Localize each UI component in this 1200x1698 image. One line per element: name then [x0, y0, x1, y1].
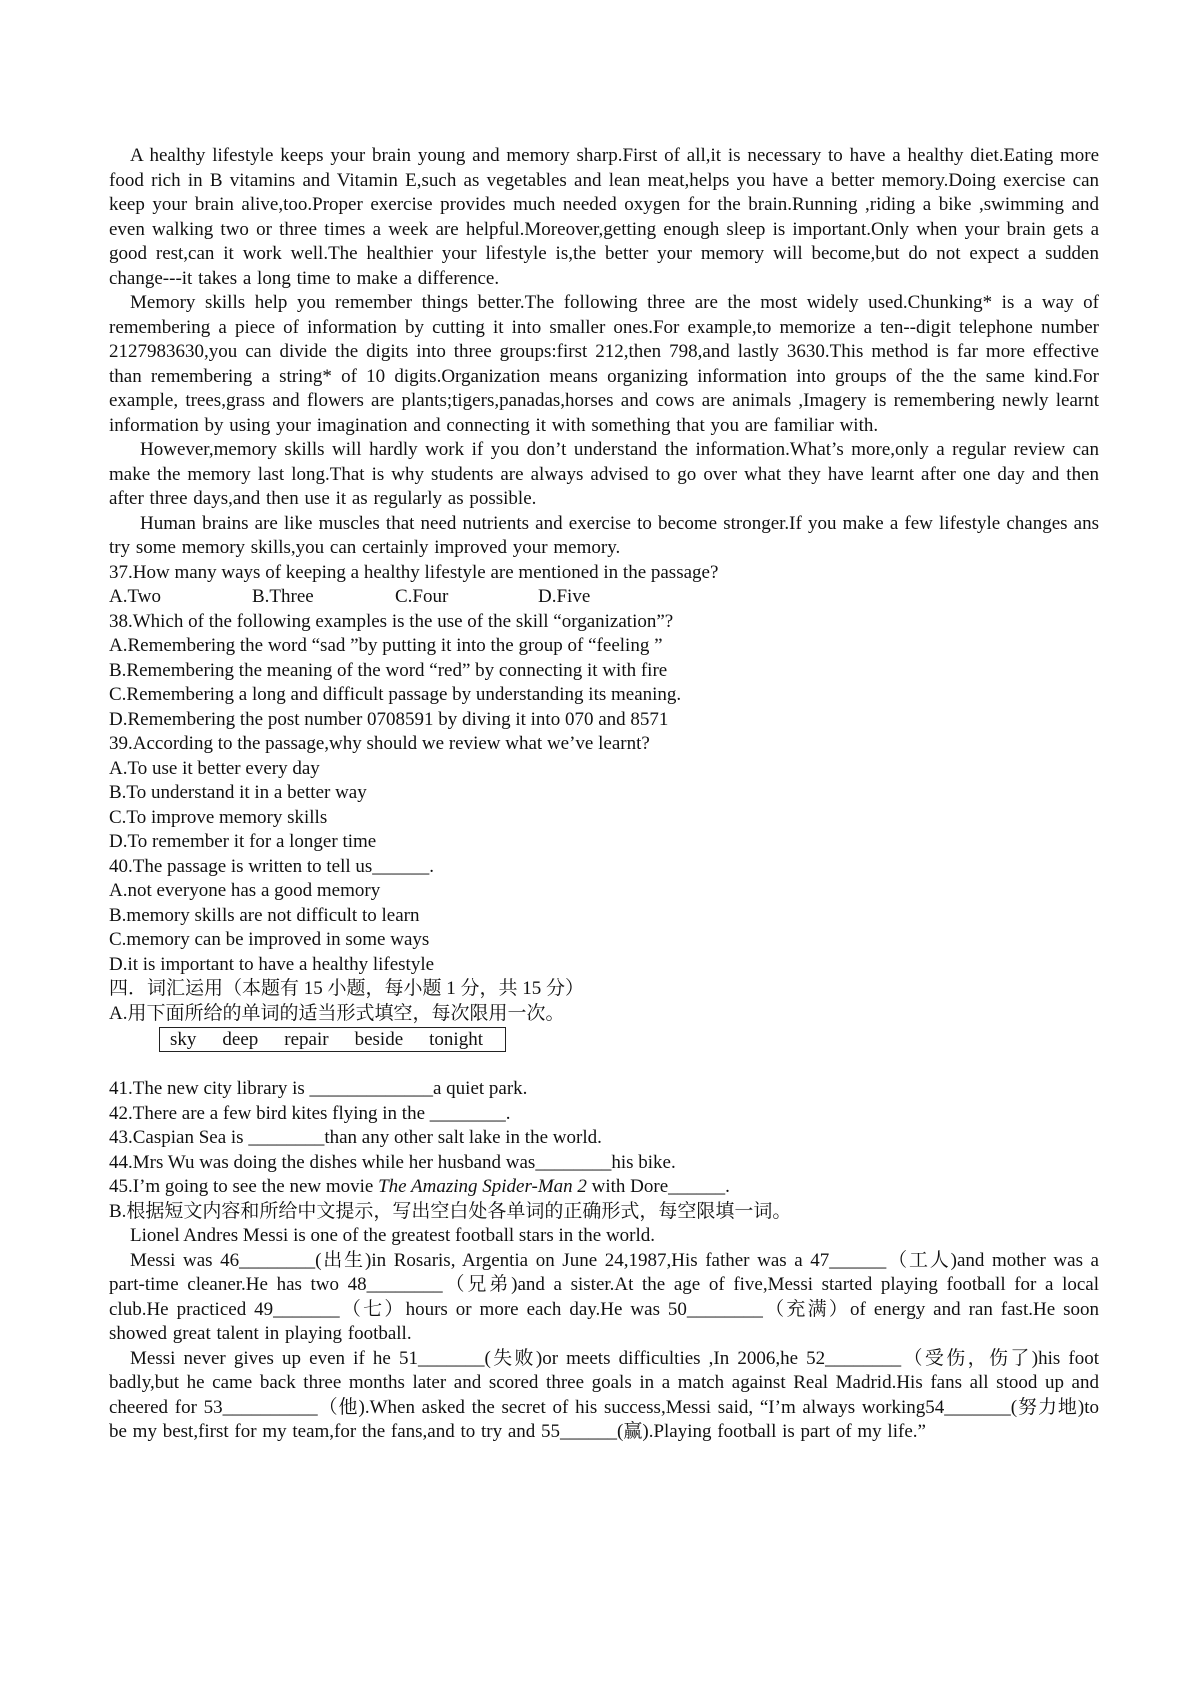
option-a: A.To use it better every day	[109, 757, 320, 779]
question-stem: 37.How many ways of keeping a healthy lifestyle are mentioned in the passage?	[109, 561, 719, 583]
question-43: 43.Caspian Sea is ________than any other salt lake in the world.	[109, 1127, 602, 1148]
option-a: A.not everyone has a good memory	[109, 880, 381, 901]
word-box-container	[159, 1027, 1099, 1051]
word-bank-item: tonight	[429, 1029, 483, 1050]
question-40	[109, 855, 1099, 978]
part-b-paragraph-3: Messi never gives up even if he 51_______(失败)or meets difficulties ,In 2006,he 52________（受伤，伤了)his foot badly,but he came back three months later and scored three goals in a match against Real Madrid.His fans all stood up and cheered for 53__________（他).When asked the secret of his success,Messi said, “I’m always working54_______(努力地)to be my best,first for my team,for the fans,and to try and 55______(赢).Playing football is part of my life.”	[109, 1347, 1099, 1442]
movie-title: The Amazing Spider-Man 2	[378, 1176, 587, 1197]
question-stem: 39.According to the passage,why should we review what we’ve learnt?	[109, 733, 650, 754]
option-c: C.memory can be improved in some ways	[109, 929, 430, 950]
part-b-instruction: B.根据短文内容和所给中文提示，写出空白处各单词的正确形式，每空限填一词。	[109, 1200, 792, 1222]
option-b: B.Three	[252, 586, 314, 607]
option-d: D.Remembering the post number 0708591 by diving it into 070 and 8571	[109, 708, 669, 730]
word-box	[159, 1027, 506, 1052]
question-38	[109, 610, 1099, 733]
question-39	[109, 732, 1099, 855]
question-stem: 38.Which of the following examples is the use of the skill “organization”?	[109, 610, 674, 632]
question-44: 44.Mrs Wu was doing the dishes while her husband was________his bike.	[109, 1151, 676, 1173]
part-b-intro: Lionel Andres Messi is one of the greatest football stars in the world.	[130, 1225, 656, 1246]
option-a: A.Remembering the word “sad ”by putting it into the group of “feeling ”	[109, 635, 663, 656]
question-stem: 40.The passage is written to tell us______.	[109, 855, 435, 877]
option-c: C.To improve memory skills	[109, 806, 328, 828]
option-d: D.Five	[538, 586, 591, 607]
question-42: 42.There are a few bird kites flying in the ________.	[109, 1102, 511, 1124]
part-a-instruction: A.用下面所给的单词的适当形式填空，每次限用一次。	[109, 1002, 565, 1024]
question-45-before: 45.I’m going to see the new movie	[109, 1176, 379, 1197]
question-45-after: with Dore______.	[586, 1176, 730, 1197]
part-b-paragraph-2: Messi was 46________(出生)in Rosaris, Argentia on June 24,1987,His father was a 47______（工人)and mother was a part-time cleaner.He has two 48________（兄弟)and a sister.At the age of five,Messi started playing football for a local club.He practiced 49_______（七）hours or more each day.He was 50________（充满）of energy and ran fast.He soon showed great talent in playing football.	[109, 1249, 1099, 1344]
option-row	[109, 585, 1099, 610]
spacer	[109, 1051, 1099, 1077]
option-d: D.it is important to have a healthy lifestyle	[109, 953, 435, 975]
exam-page	[109, 144, 1099, 1445]
question-45	[109, 1175, 1099, 1200]
section-heading: 四．词汇运用（本题有 15 小题，每小题 1 分，共 15 分）	[109, 978, 585, 999]
word-bank-item: repair	[284, 1029, 329, 1050]
option-c: C.Remembering a long and difficult passage by understanding its meaning.	[109, 684, 682, 705]
word-bank-item: beside	[354, 1029, 404, 1050]
passage-paragraph-2: Memory skills help you remember things better.The following three are the most widely used.Chunking* is a way of remembering a piece of information by cutting it into smaller ones.For example,to memorize a ten--digit telephone number 2127983630,you can divide the digits into three groups:first 212,then 798,and lastly 3630.This method is far more effective than remembering a string* of 10 digits.Organization means organizing information into groups of the the same kind.For example, trees,grass and flowers are plants;tigers,panadas,horses and cows are animals ,Imagery is remembering newly learnt information by using your imagination and connecting it with something that you are familiar with.	[109, 292, 1099, 436]
word-bank-item: sky	[170, 1029, 197, 1050]
passage-paragraph-1: A healthy lifestyle keeps your brain young and memory sharp.First of all,it is necessary to have a healthy diet.Eating more food rich in B vitamins and Vitamin E,such as vegetables and lean meat,helps you have a better memory.Doing exercise can keep your brain alive,too.Proper exercise provides much needed oxygen for the brain.Running ,riding a bike ,swimming and even walking two or three times a week are helpful.Moreover,getting enough sleep is important.Only when your brain gets a good rest,can it work well.The healthier your lifestyle is,the better your memory will become,but do not expect a sudden change---it takes a long time to make a difference.	[109, 145, 1099, 289]
word-bank-item: deep	[222, 1029, 259, 1050]
option-c: C.Four	[395, 586, 449, 607]
option-b: B.Remembering the meaning of the word “red” by connecting it with fire	[109, 659, 668, 681]
option-a: A.Two	[109, 586, 161, 607]
question-37	[109, 561, 1099, 610]
option-b: B.To understand it in a better way	[109, 782, 367, 803]
option-b: B.memory skills are not difficult to learn	[109, 904, 420, 926]
passage-paragraph-4: Human brains are like muscles that need nutrients and exercise to become stronger.If you make a few lifestyle changes ans try some memory skills,you can certainly improved your memory.	[109, 512, 1099, 558]
option-d: D.To remember it for a longer time	[109, 831, 377, 852]
question-41: 41.The new city library is _____________a quiet park.	[109, 1078, 528, 1099]
passage-paragraph-3: However,memory skills will hardly work if you don’t understand the information.What’s more,only a regular review can make the memory last long.That is why students are always advised to go over what they have learnt after one day and then after three days,and then use it as regularly as possible.	[109, 439, 1099, 509]
